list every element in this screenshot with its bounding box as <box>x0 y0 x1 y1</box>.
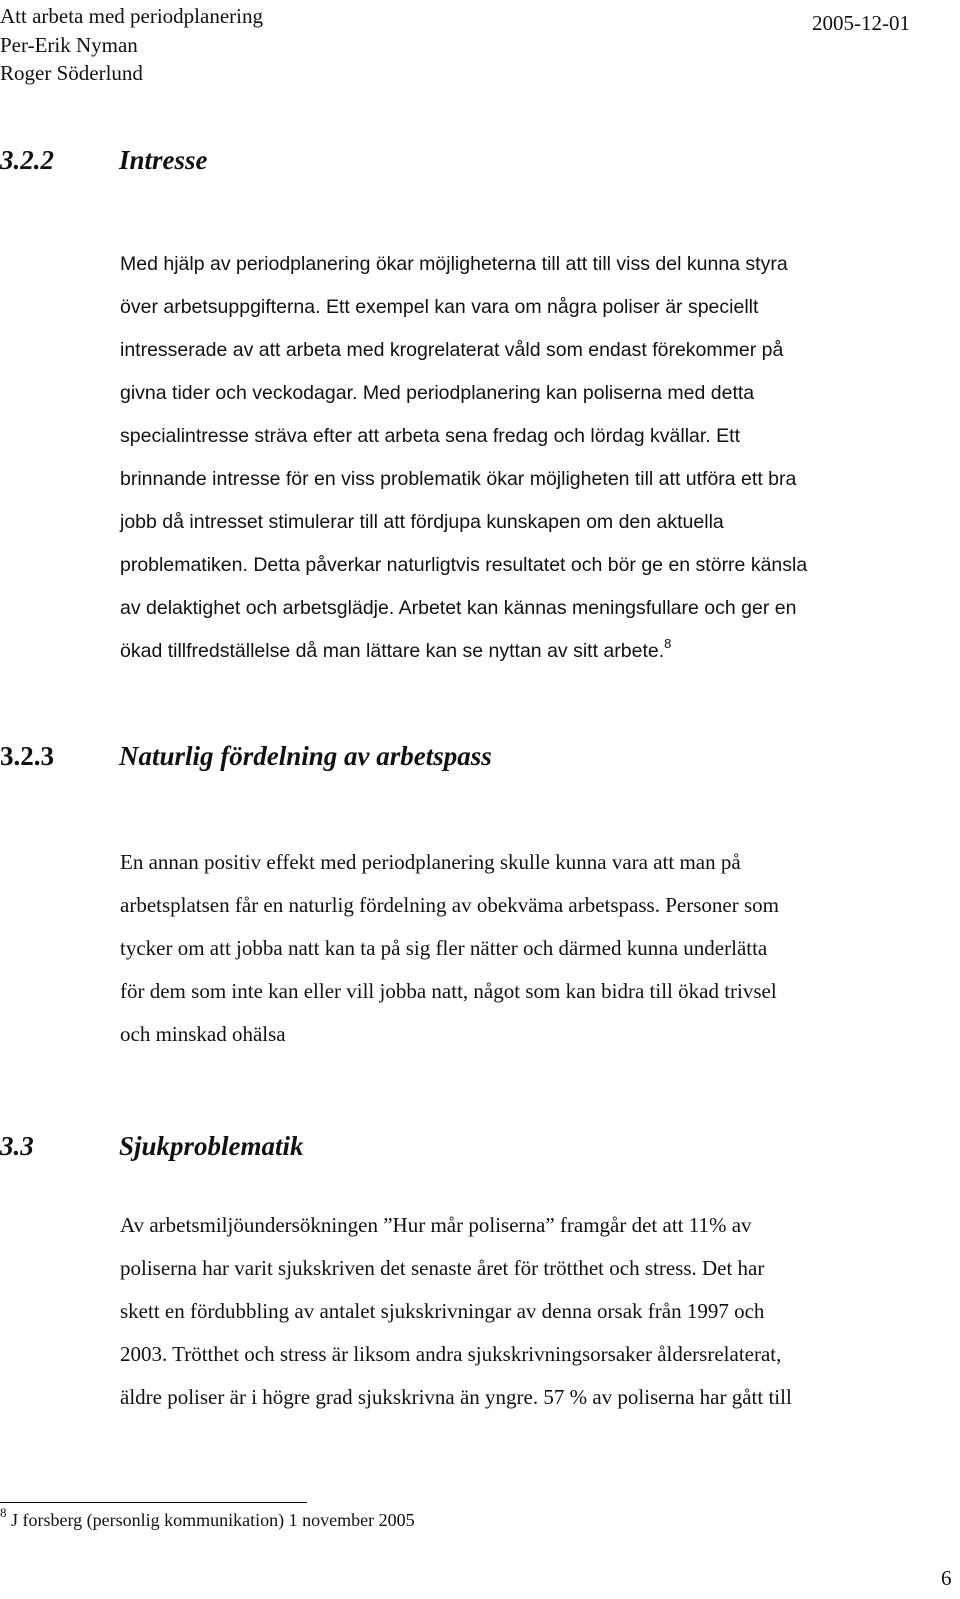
section-number: 3.2.2 <box>0 145 54 175</box>
section-title: Sjukproblematik <box>119 1131 304 1161</box>
footnote-text: J forsberg (personlig kommunikation) 1 november 2005 <box>11 1510 415 1530</box>
paragraph-line: brinnande intresse för en viss problematik ökar möjligheten till att utföra ett bra <box>120 468 797 490</box>
paragraph-line: specialintresse sträva efter att arbeta sena fredag och lördag kvällar. Ett <box>120 425 741 447</box>
page-number: 6 <box>941 1566 952 1590</box>
section-number: 3.2.3 <box>0 741 54 771</box>
paragraph-line: skett en fördubbling av antalet sjukskrivningar av denna orsak från 1997 och <box>120 1299 765 1323</box>
paragraph-line: och minskad ohälsa <box>120 1022 286 1046</box>
paragraph-line: intresserade av att arbeta med krogrelaterat våld som endast förekommer på <box>120 339 784 361</box>
footnote <box>0 1505 415 1531</box>
paragraph-line: för dem som inte kan eller vill jobba natt, något som kan bidra till ökad trivsel <box>120 979 777 1003</box>
section-title: Intresse <box>119 145 208 175</box>
paragraph-line-text: ökad tillfredställelse då man lättare kan se nyttan av sitt arbete. <box>120 640 665 662</box>
footnote-number: 8 <box>0 1505 7 1520</box>
paragraph-line: äldre poliser är i högre grad sjukskrivna än yngre. 57 % av poliserna har gått till <box>120 1385 792 1409</box>
paragraph-line: En annan positiv effekt med periodplanering skulle kunna vara att man på <box>120 850 741 874</box>
section-number: 3.3 <box>0 1131 34 1161</box>
header-date: 2005-12-01 <box>812 11 910 35</box>
paragraph-line: Med hjälp av periodplanering ökar möjligheterna till att till viss del kunna styra <box>120 253 788 275</box>
paragraph-line: poliserna har varit sjukskriven det senaste året för trötthet och stress. Det har <box>120 1256 765 1280</box>
paragraph-line: arbetsplatsen får en naturlig fördelning av obekväma arbetspass. Personer som <box>120 893 779 917</box>
footnote-reference: 8 <box>664 636 672 651</box>
paragraph-line: jobb då intresset stimulerar till att fördjupa kunskapen om den aktuella <box>120 511 724 533</box>
paragraph-line <box>120 636 672 663</box>
header-author: Roger Söderlund <box>0 61 143 85</box>
paragraph-line: Av arbetsmiljöundersökningen ”Hur mår poliserna” framgår det att 11% av <box>120 1213 752 1237</box>
footnote-separator <box>0 1502 307 1503</box>
paragraph-line: givna tider och veckodagar. Med periodplanering kan poliserna med detta <box>120 382 755 404</box>
section-title: Naturlig fördelning av arbetspass <box>119 741 492 771</box>
paragraph-line: tycker om att jobba natt kan ta på sig fler nätter och därmed kunna underlätta <box>120 936 768 960</box>
header-title: Att arbeta med periodplanering <box>0 4 263 28</box>
paragraph-line: problematiken. Detta påverkar naturligtvis resultatet och bör ge en större känsla <box>120 554 808 576</box>
paragraph-line: över arbetsuppgifterna. Ett exempel kan vara om några poliser är speciellt <box>120 296 759 318</box>
paragraph-line: av delaktighet och arbetsglädje. Arbetet kan kännas meningsfullare och ger en <box>120 597 797 619</box>
paragraph-line: 2003. Trötthet och stress är liksom andra sjukskrivningsorsaker åldersrelaterat, <box>120 1342 782 1366</box>
header-author: Per-Erik Nyman <box>0 33 138 57</box>
